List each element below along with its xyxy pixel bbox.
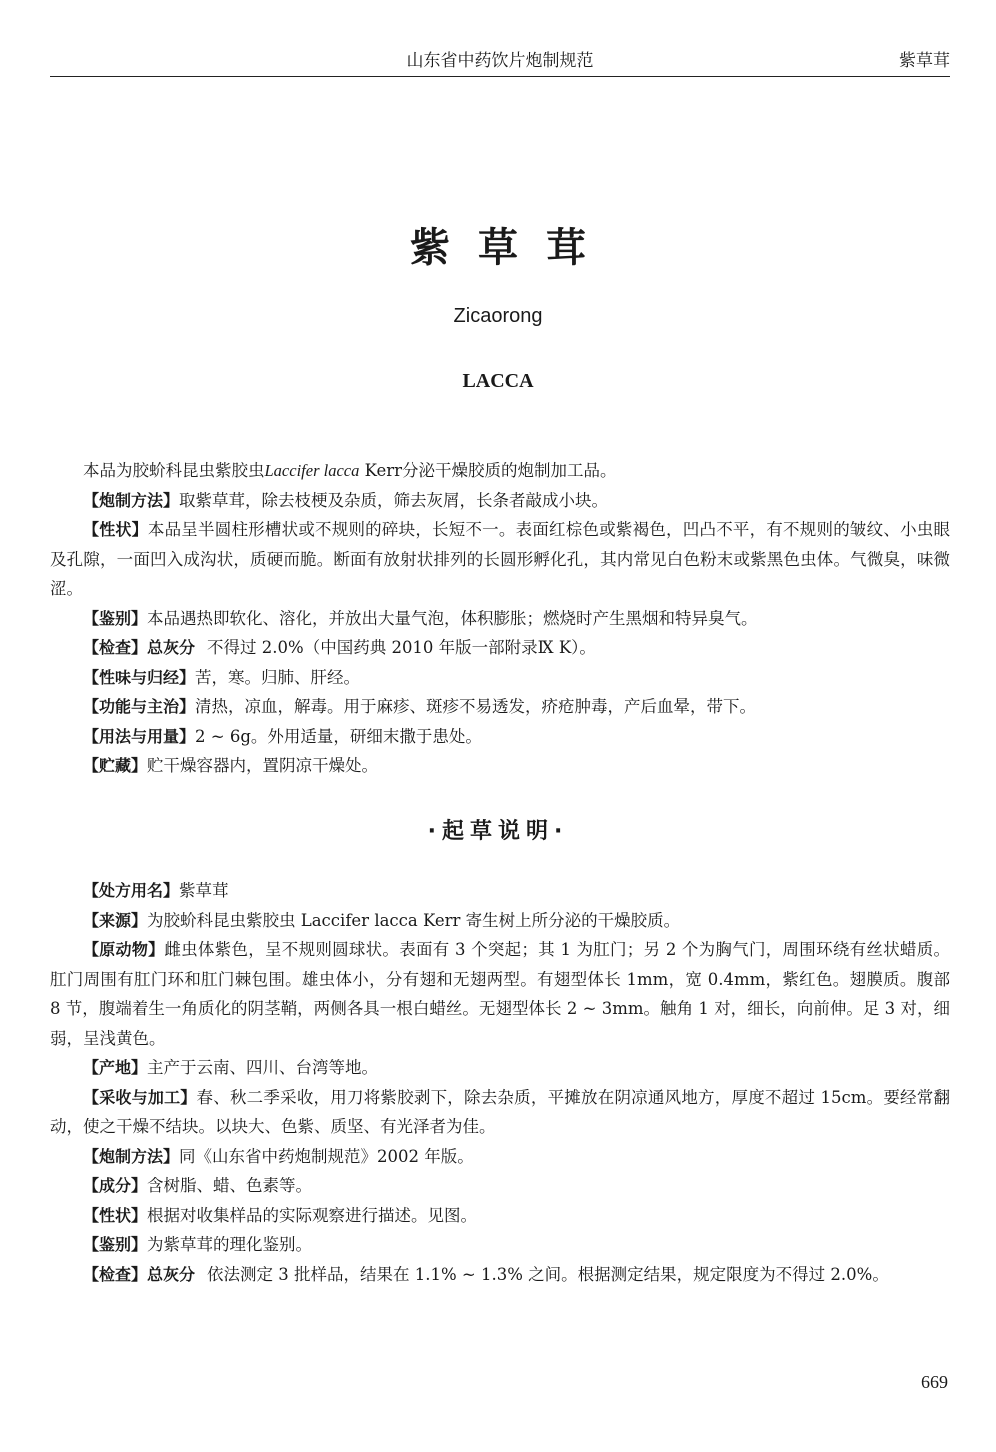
note-item: 【鉴别】为紫草茸的理化鉴别。 xyxy=(83,1235,313,1254)
note-item: 【检查】总灰分 依法测定 3 批样品，结果在 1.1% ~ 1.3% 之间。根据测定结果，规定限度为不得过 2.0%。 xyxy=(83,1264,889,1284)
book-title: 山东省中药饮片炮制规范 xyxy=(406,51,594,71)
pinyin-name: Zicaorong xyxy=(453,305,543,327)
note-item: 【采收与加工】春、秋二季采收，用刀将紫胶剥下，除去杂质，平摊放在阴凉通风地方，厚度不超过 15cm。要经常翻动，使之干燥不结块。以块大、色紫、质坚、有光泽者为佳。 xyxy=(50,1087,950,1136)
page-number: 669 xyxy=(921,1372,948,1392)
species-name: Laccifer lacca xyxy=(264,461,360,480)
monograph-item: 【性状】本品呈半圆柱形槽状或不规则的碎块，长短不一。表面红棕色或紫褐色，凹凸不平，有不规则的皱纹、小虫眼及孔隙，一面凹入成沟状，质硬而脆。断面有放射状排列的长圆形孵化孔，其内常见白色粉末或紫黑色虫体。气微臭，味微涩。 xyxy=(50,520,950,598)
monograph-item: 【性味与归经】苦，寒。归肺、肝经。 xyxy=(83,667,361,687)
monograph-item: 【用法与用量】2 ~ 6g。外用适量，研细末撒于患处。 xyxy=(83,726,482,746)
monograph-item: 【检查】总灰分 不得过 2.0%（中国药典 2010 年版一部附录Ⅸ K）。 xyxy=(83,638,596,657)
note-item: 【性状】根据对收集样品的实际观察进行描述。见图。 xyxy=(83,1205,478,1225)
latin-name: LACCA xyxy=(462,370,534,392)
note-item: 【处方用名】紫草茸 xyxy=(83,881,229,900)
running-header xyxy=(50,40,950,77)
drug-tag: 紫草茸 xyxy=(899,51,950,71)
monograph-item: 【贮藏】贮干燥容器内，置阴凉干燥处。 xyxy=(83,756,379,775)
note-item: 【产地】主产于云南、四川、台湾等地。 xyxy=(83,1058,379,1077)
note-item: 【原动物】雌虫体紫色，呈不规则圆球状。表面有 3 个突起；其 1 为肛门；另 2 个为胸气门，周围环绕有丝状蜡质。肛门周围有肛门环和肛门棘包围。雄虫体小，分有翅和无翅两型。有翅型体长 1mm，宽 0.4mm，紫红色。翅膜质。腹部 8 节，腹端着生一角质化的阴茎鞘，两侧各具一根白蜡丝。无翅型体长 2 ~ 3mm。触角 1 对，细长，向前伸。足 3 对，细弱，呈浅黄色。 xyxy=(50,940,950,1048)
monograph-body xyxy=(50,456,950,781)
monograph-item: 【炮制方法】取紫草茸，除去枝梗及杂质，筛去灰屑，长条者敲成小块。 xyxy=(83,490,609,510)
intro-paragraph: 本品为胶蚧科昆虫紫胶虫Laccifer lacca Kerr分泌干燥胶质的炮制加工品。 xyxy=(83,461,617,480)
monograph-item: 【鉴别】本品遇热即软化、溶化，并放出大量气泡，体积膨胀；燃烧时产生黑烟和特异臭气。 xyxy=(83,608,758,628)
note-item: 【来源】为胶蚧科昆虫紫胶虫 Laccifer lacca Kerr 寄生树上所分泌的干燥胶质。 xyxy=(83,910,681,930)
note-item: 【成分】含树脂、蜡、色素等。 xyxy=(83,1176,313,1195)
note-item: 【炮制方法】同《山东省中药炮制规范》2002 年版。 xyxy=(83,1146,474,1166)
section-title: ·起草说明· xyxy=(427,819,569,844)
monograph-item: 【功能与主治】清热，凉血，解毒。用于麻疹、斑疹不易透发，疥疮肿毒，产后血晕，带下。 xyxy=(83,697,757,716)
drafting-notes xyxy=(50,876,950,1289)
page-title: 紫草茸 xyxy=(410,225,614,271)
